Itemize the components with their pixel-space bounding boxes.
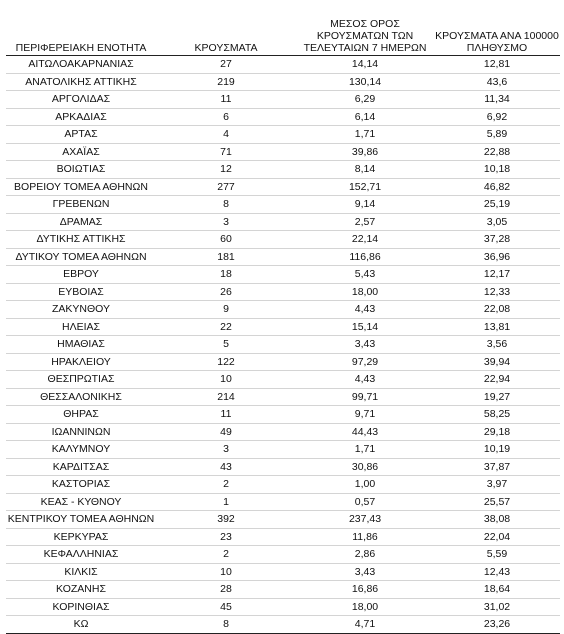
header-regional-unit: ΠΕΡΙΦΕΡΕΙΑΚΗ ΕΝΟΤΗΤΑ — [6, 10, 156, 56]
table-row — [6, 616, 560, 634]
table-row — [6, 511, 560, 529]
cell-regional-unit: ΚΕΦΑΛΛΗΝΙΑΣ — [6, 546, 156, 564]
cell-cases-per-100000: 12,33 — [434, 283, 560, 301]
cell-cases-per-100000: 37,28 — [434, 231, 560, 249]
cell-cases-per-100000: 10,19 — [434, 441, 560, 459]
cell-7day-average: 15,14 — [296, 318, 434, 336]
header-7day-average: ΜΕΣΟΣ ΟΡΟΣ ΚΡΟΥΣΜΑΤΩΝ ΤΩΝ ΤΕΛΕΥΤΑΙΩΝ 7 ΗΜΕΡΩΝ — [296, 10, 434, 56]
cell-regional-unit: ΚΟΖΑΝΗΣ — [6, 581, 156, 599]
cell-regional-unit: ΔΡΑΜΑΣ — [6, 213, 156, 231]
cell-cases: 11 — [156, 406, 296, 424]
cell-regional-unit: ΑΡΓΟΛΙΔΑΣ — [6, 91, 156, 109]
cell-cases-per-100000: 13,81 — [434, 318, 560, 336]
table-row — [6, 91, 560, 109]
table-row — [6, 283, 560, 301]
cell-regional-unit: ΘΕΣΠΡΩΤΙΑΣ — [6, 371, 156, 389]
table-row — [6, 423, 560, 441]
table-row — [6, 388, 560, 406]
cell-cases: 6 — [156, 108, 296, 126]
cell-7day-average: 8,14 — [296, 161, 434, 179]
cell-7day-average: 3,43 — [296, 563, 434, 581]
cell-cases: 392 — [156, 511, 296, 529]
cell-7day-average: 97,29 — [296, 353, 434, 371]
cell-cases: 181 — [156, 248, 296, 266]
cell-cases-per-100000: 11,34 — [434, 91, 560, 109]
cell-regional-unit: ΚΩ — [6, 616, 156, 634]
cell-cases: 1 — [156, 493, 296, 511]
table-row — [6, 126, 560, 144]
cell-regional-unit: ΙΩΑΝΝΙΝΩΝ — [6, 423, 156, 441]
table-row — [6, 406, 560, 424]
cell-regional-unit: ΚΕΑΣ - ΚΥΘΝΟΥ — [6, 493, 156, 511]
header-cases-per-100000: ΚΡΟΥΣΜΑΤΑ ΑΝΑ 100000 ΠΛΗΘΥΣΜΟ — [434, 10, 560, 56]
cell-cases: 8 — [156, 196, 296, 214]
cell-cases: 60 — [156, 231, 296, 249]
cell-7day-average: 1,71 — [296, 126, 434, 144]
cell-regional-unit: ΘΗΡΑΣ — [6, 406, 156, 424]
cell-cases: 22 — [156, 318, 296, 336]
table-row — [6, 476, 560, 494]
cell-cases-per-100000: 10,18 — [434, 161, 560, 179]
cell-regional-unit: ΚΑΣΤΟΡΙΑΣ — [6, 476, 156, 494]
cell-regional-unit: ΔΥΤΙΚΗΣ ΑΤΤΙΚΗΣ — [6, 231, 156, 249]
cell-cases: 10 — [156, 563, 296, 581]
cell-cases-per-100000: 25,57 — [434, 493, 560, 511]
cell-cases: 219 — [156, 73, 296, 91]
table-header — [6, 10, 560, 56]
cell-7day-average: 4,43 — [296, 301, 434, 319]
header-row — [6, 10, 560, 56]
cell-cases-per-100000: 23,26 — [434, 616, 560, 634]
cell-cases: 10 — [156, 371, 296, 389]
table-row — [6, 458, 560, 476]
table-row — [6, 563, 560, 581]
cell-7day-average: 9,71 — [296, 406, 434, 424]
cell-cases: 28 — [156, 581, 296, 599]
cell-7day-average: 2,57 — [296, 213, 434, 231]
cell-cases: 18 — [156, 266, 296, 284]
table-row — [6, 178, 560, 196]
table-row — [6, 353, 560, 371]
cell-7day-average: 152,71 — [296, 178, 434, 196]
table-row — [6, 108, 560, 126]
cell-7day-average: 237,43 — [296, 511, 434, 529]
cell-cases-per-100000: 22,88 — [434, 143, 560, 161]
cell-regional-unit: ΚΕΡΚΥΡΑΣ — [6, 528, 156, 546]
cell-cases-per-100000: 31,02 — [434, 598, 560, 616]
cell-regional-unit: ΔΥΤΙΚΟΥ ΤΟΜΕΑ ΑΘΗΝΩΝ — [6, 248, 156, 266]
table-row — [6, 301, 560, 319]
cell-cases: 5 — [156, 336, 296, 354]
cell-regional-unit: ΕΥΒΟΙΑΣ — [6, 283, 156, 301]
cell-cases-per-100000: 3,56 — [434, 336, 560, 354]
cell-cases-per-100000: 58,25 — [434, 406, 560, 424]
cell-cases-per-100000: 29,18 — [434, 423, 560, 441]
cell-7day-average: 6,14 — [296, 108, 434, 126]
cell-regional-unit: ΘΕΣΣΑΛΟΝΙΚΗΣ — [6, 388, 156, 406]
cell-7day-average: 116,86 — [296, 248, 434, 266]
cell-7day-average: 130,14 — [296, 73, 434, 91]
table-row — [6, 318, 560, 336]
table-row — [6, 248, 560, 266]
cell-cases: 214 — [156, 388, 296, 406]
cell-cases: 45 — [156, 598, 296, 616]
cell-cases: 12 — [156, 161, 296, 179]
cell-7day-average: 1,71 — [296, 441, 434, 459]
table-row — [6, 196, 560, 214]
cell-cases-per-100000: 12,17 — [434, 266, 560, 284]
cell-cases: 71 — [156, 143, 296, 161]
table-row — [6, 266, 560, 284]
cell-7day-average: 6,29 — [296, 91, 434, 109]
table-row — [6, 528, 560, 546]
cell-cases: 4 — [156, 126, 296, 144]
cell-cases: 23 — [156, 528, 296, 546]
cell-7day-average: 2,86 — [296, 546, 434, 564]
cell-regional-unit: ΒΟΡΕΙΟΥ ΤΟΜΕΑ ΑΘΗΝΩΝ — [6, 178, 156, 196]
table-row — [6, 581, 560, 599]
cell-cases-per-100000: 22,04 — [434, 528, 560, 546]
cell-cases-per-100000: 3,97 — [434, 476, 560, 494]
cell-cases-per-100000: 12,43 — [434, 563, 560, 581]
table-row — [6, 441, 560, 459]
cell-7day-average: 39,86 — [296, 143, 434, 161]
cell-cases-per-100000: 39,94 — [434, 353, 560, 371]
table-row — [6, 213, 560, 231]
cell-7day-average: 22,14 — [296, 231, 434, 249]
cell-cases-per-100000: 19,27 — [434, 388, 560, 406]
cell-regional-unit: ΗΡΑΚΛΕΙΟΥ — [6, 353, 156, 371]
cell-7day-average: 99,71 — [296, 388, 434, 406]
header-cases: ΚΡΟΥΣΜΑΤΑ — [156, 10, 296, 56]
cell-7day-average: 11,86 — [296, 528, 434, 546]
table-body — [6, 56, 560, 634]
cell-cases: 8 — [156, 616, 296, 634]
cell-cases-per-100000: 3,05 — [434, 213, 560, 231]
cell-regional-unit: ΚΙΛΚΙΣ — [6, 563, 156, 581]
cell-cases-per-100000: 43,6 — [434, 73, 560, 91]
cell-cases-per-100000: 5,59 — [434, 546, 560, 564]
cell-cases: 122 — [156, 353, 296, 371]
table-row — [6, 598, 560, 616]
cell-regional-unit: ΖΑΚΥΝΘΟΥ — [6, 301, 156, 319]
cell-regional-unit: ΚΑΛΥΜΝΟΥ — [6, 441, 156, 459]
cell-7day-average: 18,00 — [296, 598, 434, 616]
table-row — [6, 143, 560, 161]
cell-regional-unit: ΓΡΕΒΕΝΩΝ — [6, 196, 156, 214]
cell-7day-average: 4,71 — [296, 616, 434, 634]
cell-regional-unit: ΚΕΝΤΡΙΚΟΥ ΤΟΜΕΑ ΑΘΗΝΩΝ — [6, 511, 156, 529]
table-row — [6, 161, 560, 179]
table-row — [6, 546, 560, 564]
cell-cases: 26 — [156, 283, 296, 301]
cell-7day-average: 9,14 — [296, 196, 434, 214]
cell-cases-per-100000: 37,87 — [434, 458, 560, 476]
cell-cases-per-100000: 38,08 — [434, 511, 560, 529]
cell-cases: 43 — [156, 458, 296, 476]
cell-cases-per-100000: 22,08 — [434, 301, 560, 319]
table-row — [6, 56, 560, 74]
cell-cases: 3 — [156, 213, 296, 231]
cell-cases-per-100000: 46,82 — [434, 178, 560, 196]
cell-regional-unit: ΗΜΑΘΙΑΣ — [6, 336, 156, 354]
cell-cases-per-100000: 25,19 — [434, 196, 560, 214]
cell-cases: 2 — [156, 476, 296, 494]
cell-regional-unit: ΚΟΡΙΝΘΙΑΣ — [6, 598, 156, 616]
table-row — [6, 73, 560, 91]
cell-cases: 2 — [156, 546, 296, 564]
cell-regional-unit: ΗΛΕΙΑΣ — [6, 318, 156, 336]
cell-regional-unit: ΑΧΑΪΑΣ — [6, 143, 156, 161]
cell-7day-average: 44,43 — [296, 423, 434, 441]
cell-regional-unit: ΕΒΡΟΥ — [6, 266, 156, 284]
table-row — [6, 231, 560, 249]
cell-cases: 277 — [156, 178, 296, 196]
cell-cases-per-100000: 18,64 — [434, 581, 560, 599]
cell-cases: 27 — [156, 56, 296, 74]
cell-7day-average: 30,86 — [296, 458, 434, 476]
cell-regional-unit: ΒΟΙΩΤΙΑΣ — [6, 161, 156, 179]
cell-cases: 9 — [156, 301, 296, 319]
cell-7day-average: 5,43 — [296, 266, 434, 284]
cell-7day-average: 0,57 — [296, 493, 434, 511]
cell-regional-unit: ΑΡΤΑΣ — [6, 126, 156, 144]
cell-cases: 49 — [156, 423, 296, 441]
cases-table — [6, 10, 560, 634]
cell-regional-unit: ΑΝΑΤΟΛΙΚΗΣ ΑΤΤΙΚΗΣ — [6, 73, 156, 91]
cell-regional-unit: ΑΙΤΩΛΟΑΚΑΡΝΑΝΙΑΣ — [6, 56, 156, 74]
table-row — [6, 336, 560, 354]
cell-7day-average: 18,00 — [296, 283, 434, 301]
cell-7day-average: 16,86 — [296, 581, 434, 599]
cell-cases-per-100000: 5,89 — [434, 126, 560, 144]
cell-regional-unit: ΑΡΚΑΔΙΑΣ — [6, 108, 156, 126]
cell-cases: 3 — [156, 441, 296, 459]
cell-7day-average: 3,43 — [296, 336, 434, 354]
table-row — [6, 493, 560, 511]
cell-cases-per-100000: 22,94 — [434, 371, 560, 389]
cell-cases-per-100000: 12,81 — [434, 56, 560, 74]
cell-7day-average: 4,43 — [296, 371, 434, 389]
cell-cases-per-100000: 6,92 — [434, 108, 560, 126]
cell-cases: 11 — [156, 91, 296, 109]
table-row — [6, 371, 560, 389]
cell-7day-average: 1,00 — [296, 476, 434, 494]
cell-cases-per-100000: 36,96 — [434, 248, 560, 266]
cell-regional-unit: ΚΑΡΔΙΤΣΑΣ — [6, 458, 156, 476]
cell-7day-average: 14,14 — [296, 56, 434, 74]
cases-table-container — [6, 10, 560, 634]
